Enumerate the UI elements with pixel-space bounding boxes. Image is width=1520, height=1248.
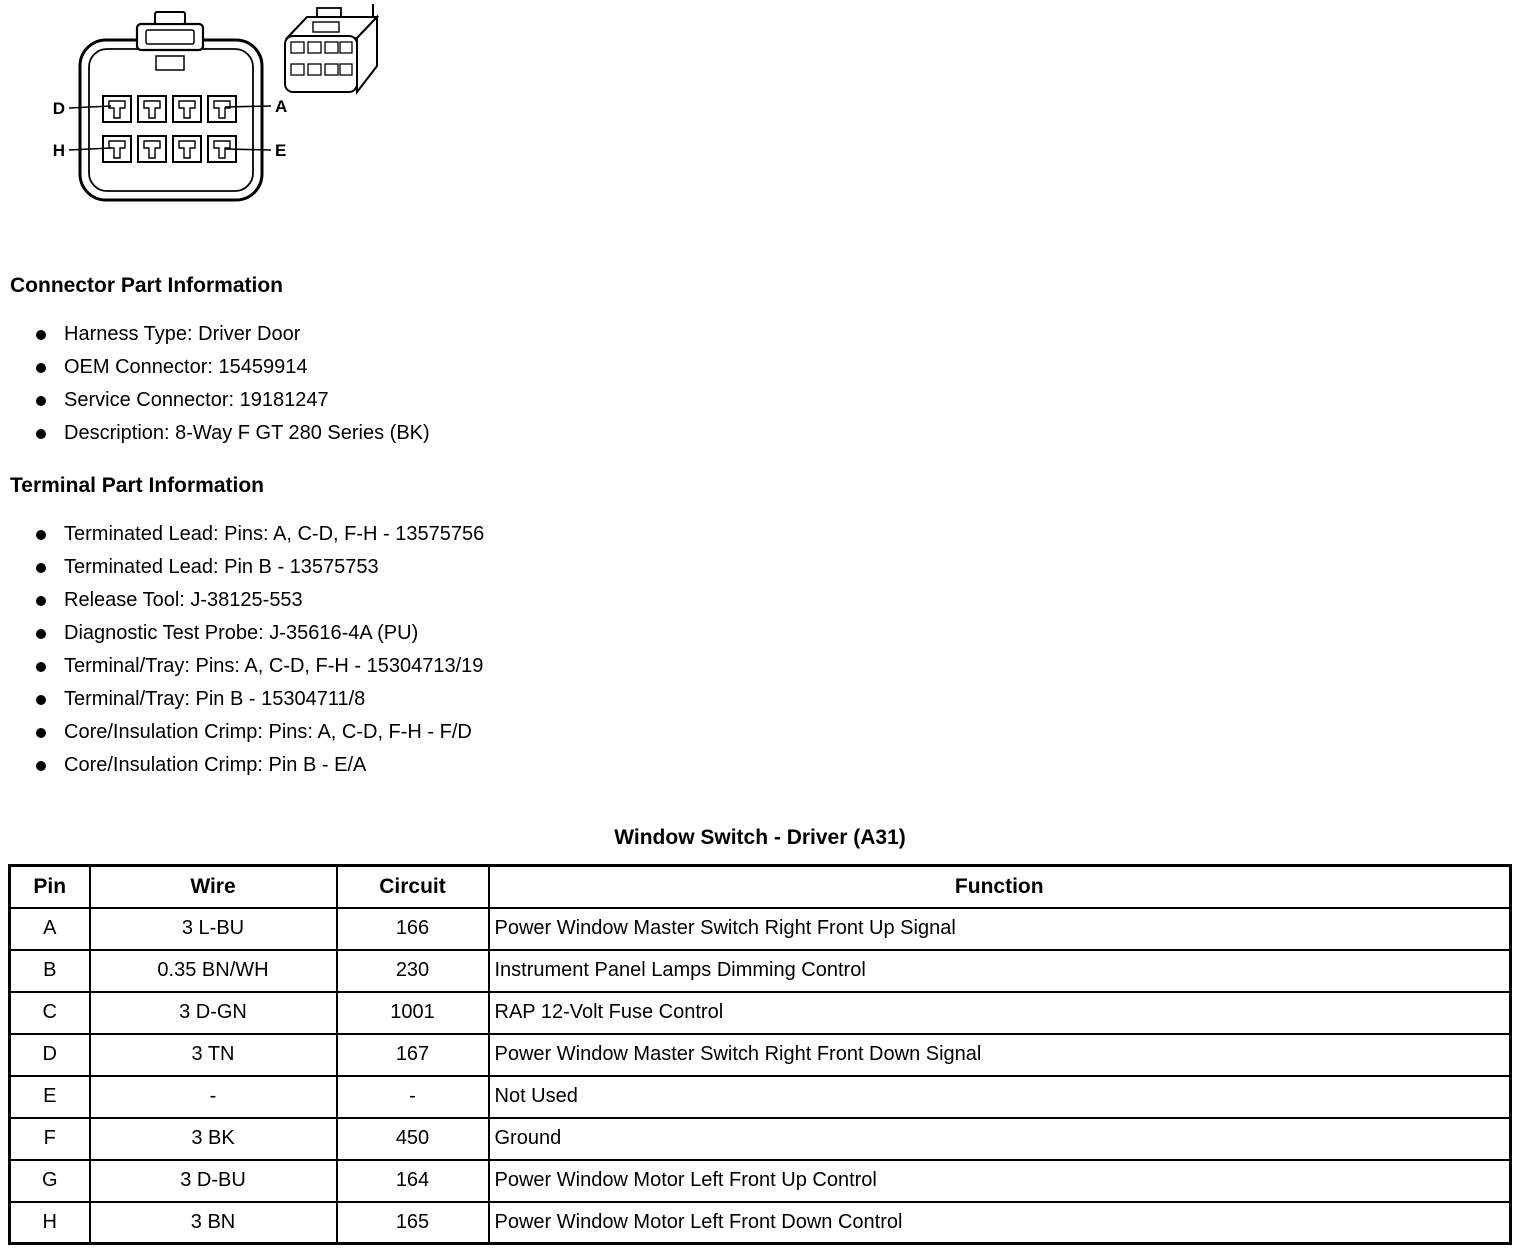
circuit-cell: -	[337, 1076, 489, 1118]
pin-cell: C	[10, 992, 90, 1034]
bullet-item	[36, 650, 1520, 683]
function-cell: Power Window Motor Left Front Down Control	[489, 1202, 1511, 1244]
table-body	[10, 908, 1511, 1244]
bullet-item	[36, 551, 1520, 584]
table-row	[10, 908, 1511, 950]
connector-part-info-list	[0, 318, 1520, 450]
lock-window	[156, 56, 184, 70]
bullet-icon	[36, 695, 46, 705]
connector-face-drawing	[25, 4, 405, 216]
bullet-item	[36, 716, 1520, 749]
wire-cell: 3 D-GN	[90, 992, 337, 1034]
pin-cell: F	[10, 1118, 90, 1160]
circuit-cell: 230	[337, 950, 489, 992]
column-header: Wire	[90, 866, 337, 908]
table-row	[10, 1202, 1511, 1244]
circuit-cell: 166	[337, 908, 489, 950]
pin-cell: D	[10, 1034, 90, 1076]
bullet-text: Core/Insulation Crimp: Pins: A, C-D, F-H - F/D	[64, 721, 472, 743]
circuit-cell: 450	[337, 1118, 489, 1160]
bullet-icon	[36, 662, 46, 672]
pin-label-a: A	[275, 97, 288, 116]
bullet-item	[36, 417, 1520, 450]
pin-leader-lines	[69, 106, 271, 150]
wire-cell: 3 L-BU	[90, 908, 337, 950]
bullet-text: Core/Insulation Crimp: Pin B - E/A	[64, 754, 367, 776]
bullet-text: Release Tool: J-38125-553	[64, 589, 303, 611]
bullet-text: Terminated Lead: Pins: A, C-D, F-H - 13575756	[64, 523, 485, 545]
bullet-item	[36, 351, 1520, 384]
pin-label-e: E	[275, 141, 287, 160]
bullet-item	[36, 749, 1520, 782]
wire-cell: 0.35 BN/WH	[90, 950, 337, 992]
wire-cell: 3 TN	[90, 1034, 337, 1076]
bullet-text: OEM Connector: 15459914	[64, 356, 308, 378]
connector-diagram	[25, 4, 1520, 216]
table-header-row	[10, 866, 1511, 908]
bullet-text: Service Connector: 19181247	[64, 389, 329, 411]
terminal-part-info-list	[0, 518, 1520, 782]
terminal-part-info-heading: Terminal Part Information	[10, 474, 264, 497]
function-cell: RAP 12-Volt Fuse Control	[489, 992, 1511, 1034]
bullet-text: Diagnostic Test Probe: J-35616-4A (PU)	[64, 622, 419, 644]
bullet-text: Terminal/Tray: Pins: A, C-D, F-H - 15304713/19	[64, 655, 484, 677]
function-cell: Power Window Motor Left Front Up Control	[489, 1160, 1511, 1202]
function-cell: Not Used	[489, 1076, 1511, 1118]
pin-cell: E	[10, 1076, 90, 1118]
connector-part-info-heading: Connector Part Information	[10, 274, 284, 297]
table-row	[10, 950, 1511, 992]
circuit-cell: 164	[337, 1160, 489, 1202]
bullet-item	[36, 518, 1520, 551]
wire-cell: -	[90, 1076, 337, 1118]
pin-cell: A	[10, 908, 90, 950]
function-cell: Power Window Master Switch Right Front Up Signal	[489, 908, 1511, 950]
table-row	[10, 1160, 1511, 1202]
bullet-icon	[36, 728, 46, 738]
circuit-cell: 167	[337, 1034, 489, 1076]
pin-cell: G	[10, 1160, 90, 1202]
bullet-icon	[36, 363, 46, 373]
connector-iso-view	[285, 8, 377, 92]
circuit-cell: 1001	[337, 992, 489, 1034]
bullet-text: Terminal/Tray: Pin B - 15304711/8	[64, 688, 366, 710]
bullet-text: Harness Type: Driver Door	[64, 323, 301, 345]
bullet-item	[36, 384, 1520, 417]
wire-cell: 3 D-BU	[90, 1160, 337, 1202]
bullet-text: Terminated Lead: Pin B - 13575753	[64, 556, 379, 578]
bullet-icon	[36, 629, 46, 639]
function-cell: Instrument Panel Lamps Dimming Control	[489, 950, 1511, 992]
column-header: Pin	[10, 866, 90, 908]
wire-cell: 3 BK	[90, 1118, 337, 1160]
pin-cell: H	[10, 1202, 90, 1244]
bullet-icon	[36, 563, 46, 573]
bullet-text: Description: 8-Way F GT 280 Series (BK)	[64, 422, 430, 444]
bullet-icon	[36, 396, 46, 406]
bullet-item	[36, 617, 1520, 650]
pinout-table-title: Window Switch - Driver (A31)	[614, 826, 906, 849]
bullet-item	[36, 318, 1520, 351]
pin-label-d: D	[52, 99, 65, 118]
bullet-item	[36, 683, 1520, 716]
wire-cell: 3 BN	[90, 1202, 337, 1244]
lock-tab	[137, 12, 203, 50]
circuit-cell: 165	[337, 1202, 489, 1244]
function-cell: Ground	[489, 1118, 1511, 1160]
table-row	[10, 1076, 1511, 1118]
table-row	[10, 1118, 1511, 1160]
pin-label-h: H	[52, 141, 65, 160]
bullet-icon	[36, 530, 46, 540]
bullet-icon	[36, 596, 46, 606]
column-header: Circuit	[337, 866, 489, 908]
table-row	[10, 992, 1511, 1034]
pin-function-table	[8, 864, 1512, 1245]
function-cell: Power Window Master Switch Right Front Down Signal	[489, 1034, 1511, 1076]
bullet-item	[36, 584, 1520, 617]
bullet-icon	[36, 330, 46, 340]
connector-front-view	[53, 12, 288, 200]
pin-cell: B	[10, 950, 90, 992]
column-header: Function	[489, 866, 1511, 908]
bullet-icon	[36, 761, 46, 771]
terminal-cavities	[103, 96, 236, 162]
bullet-icon	[36, 429, 46, 439]
table-row	[10, 1034, 1511, 1076]
